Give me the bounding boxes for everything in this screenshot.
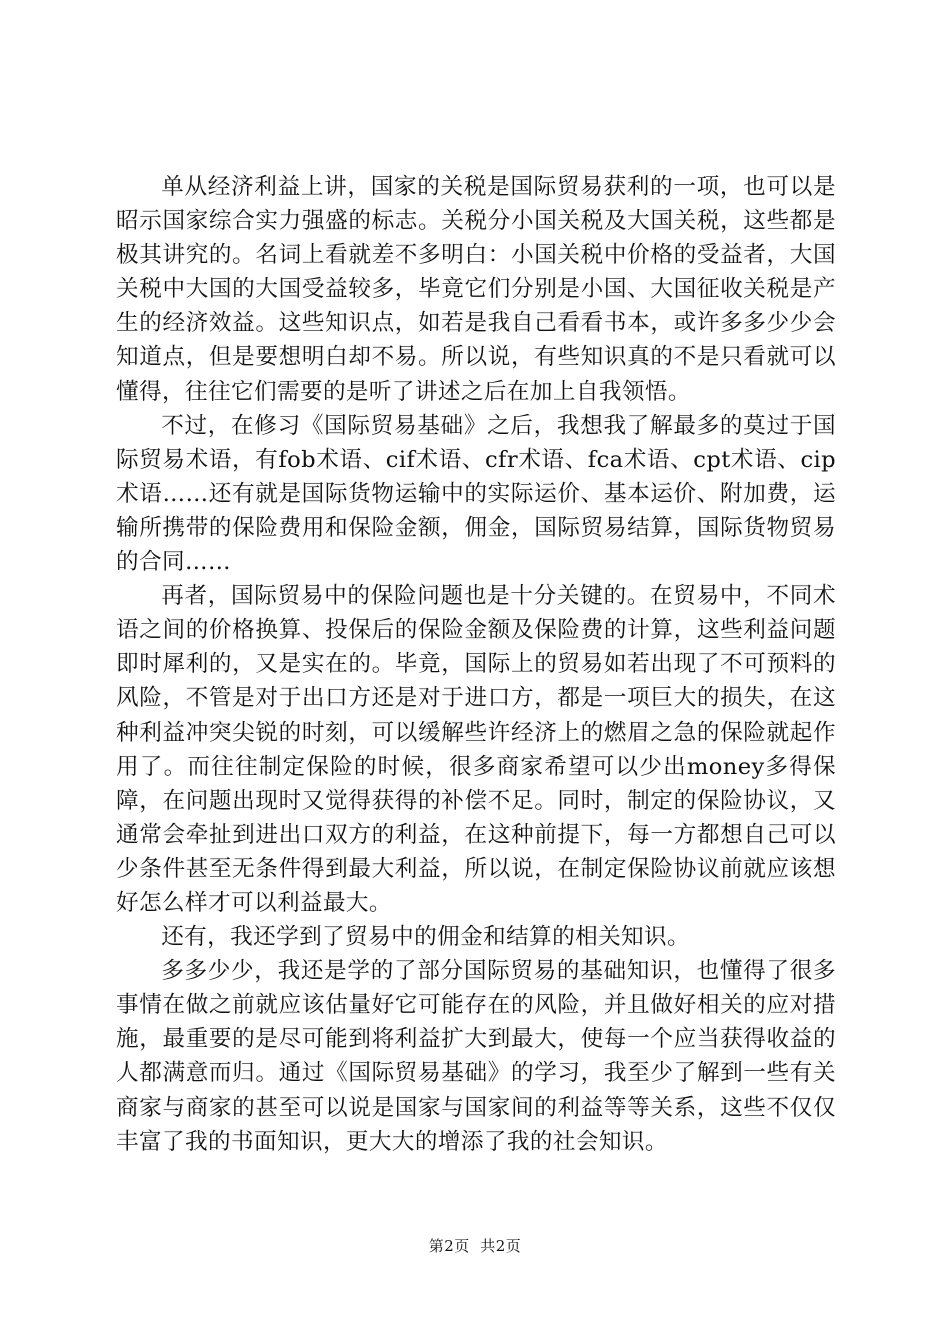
paragraph-insurance: 再者，国际贸易中的保险问题也是十分关键的。在贸易中，不同术语之间的价格换算、投保后的保险金额及保险费的计算，这些利益问题即时犀利的，又是实在的。毕竟，国际上的贸易如若出现了不可预料的风险，不管是对于出口方还是对于进口方，都是一项巨大的损失，在这种利益冲突尖锐的时刻，可以缓解些许经济上的燃眉之急的保险就起作用了。而往往制定保险的时候，很多商家希望可以少出money多得保障，在问题出现时又觉得获得的补偿不足。同时，制定的保险协议，又通常会牵扯到进出口双方的利益，在这种前提下，每一方都想自己可以少条件甚至无条件得到最大利益，所以说，在制定保险协议前就应该想好怎么样才可以利益最大。 [116,583,836,916]
paragraph-conclusion: 多多少少，我还是学的了部分国际贸易的基础知识，也懂得了很多事情在做之前就应该估量好它可能存在的风险，并且做好相关的应对措施，最重要的是尽可能到将利益扩大到最大，使每一个应当获得收益的人都满意而归。通过《国际贸易基础》的学习，我至少了解到一些有关商家与商家的甚至可以说是国家与国家间的利益等等关系，这些不仅仅丰富了我的书面知识，更大大的增添了我的社会知识。 [116,958,836,1155]
paragraph-tariffs: 单从经济利益上讲，国家的关税是国际贸易获利的一项，也可以是昭示国家综合实力强盛的标志。关税分小国关税及大国关税，这些都是极其讲究的。名词上看就差不多明白：小国关税中价格的受益者，大国关税中大国的大国受益较多，毕竟它们分别是小国、大国征收关税是产生的经济效益。这些知识点，如若是我自己看看书本，或许多多少少会知道点，但是要想明白却不易。所以说，有些知识真的不是只看就可以懂得，往往它们需要的是听了讲述之后在加上自我领悟。 [116,174,836,405]
document-body [116,170,836,1159]
paragraph-commission: 还有，我还学到了贸易中的佣金和结算的相关知识。 [161,924,691,951]
paragraph-trade-terms: 不过，在修习《国际贸易基础》之后，我想我了解最多的莫过于国际贸易术语，有fob术语、cif术语、cfr术语、fca术语、cpt术语、cip术语……还有就是国际货物运输中的实际运价、基本运价、附加费，运输所携带的保险费用和保险金额，佣金，国际贸易结算，国际货物贸易的合同…… [116,412,836,576]
page-number-footer: 第2页 共2页 [428,1237,522,1255]
